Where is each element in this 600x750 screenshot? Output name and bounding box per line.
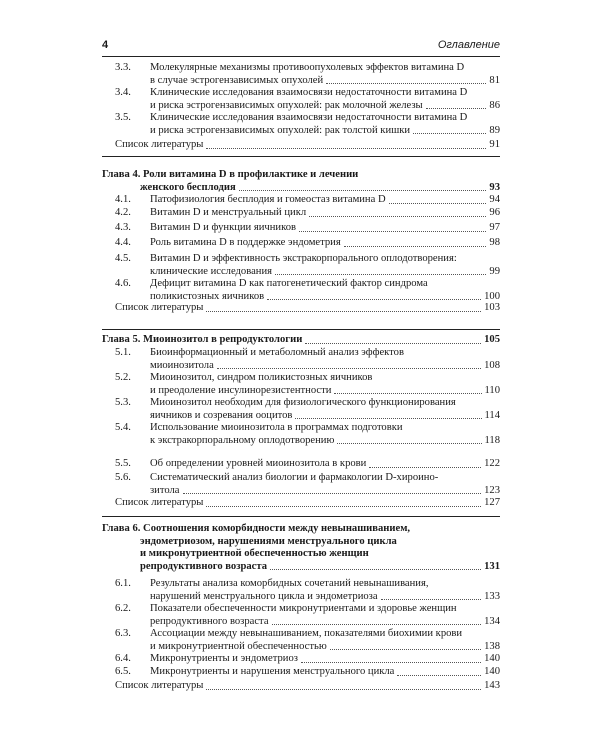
entry-title: Использование миоинозитола в программах подготовки [150,422,403,433]
dot-leader [413,125,486,135]
toc-line [102,112,500,125]
toc-line [102,536,500,549]
section-number: 4.3. [115,222,131,233]
toc-line [102,548,500,561]
entry-title: Патофизиология бесплодия и гомеостаз витамина D [150,194,386,205]
toc-section-entry[interactable] [102,422,500,447]
dot-leader [326,75,486,85]
entry-title: Витамин D и эффективность экстракорпорального оплодотворения: [150,253,457,264]
section-number: 5.5. [115,458,131,469]
toc-line [102,194,500,207]
toc-line [102,169,500,182]
toc-section-entry[interactable] [102,372,500,397]
entry-title: Витамин D и функции яичников [150,222,296,233]
section-number: 5.2. [115,372,131,383]
dot-leader [217,360,481,370]
entry-title: эндометриозом, нарушениями менструального цикла [140,535,397,547]
toc-line [102,458,500,471]
entry-title: Микронутриенты и нарушения менструального цикла [150,666,395,677]
toc-line [102,497,500,510]
section-number: 6.5. [115,666,131,677]
toc-line [102,62,500,75]
page-ref: 108 [484,359,500,371]
page-ref: 100 [484,290,500,302]
entry-title: яичников и созревания ооцитов [150,409,293,421]
toc-leader-line [150,194,500,207]
toc-leader-line [115,497,500,510]
toc-section-entry[interactable] [102,87,500,112]
page-ref: 91 [489,139,500,150]
toc-references-entry[interactable] [102,139,500,152]
dot-leader [334,385,481,395]
page-ref: 81 [489,74,500,86]
dot-leader [305,334,481,344]
running-title: Оглавление [437,39,500,51]
toc-leader-line [150,410,500,423]
dot-leader [272,616,482,626]
section-number: 5.1. [115,347,131,358]
entry-title: поликистозных яичников [150,290,265,302]
toc-line [102,182,500,195]
chapter-divider [102,156,500,157]
dot-leader [275,266,486,276]
toc-line [102,485,500,498]
dot-leader [206,139,486,149]
dot-leader [267,291,481,301]
page-ref: 122 [484,458,500,469]
toc-line [102,87,500,100]
entry-title: к экстракорпоральному оплодотворению [150,434,335,446]
toc-section-entry[interactable] [102,397,500,422]
entry-title: зитола [150,484,180,496]
entry-title: Об определении уровней миоинозитола в крови [150,458,367,469]
toc-line [102,360,500,373]
dot-leader [381,591,482,601]
entry-title: репродуктивного возраста [150,615,269,627]
dot-leader [183,485,482,495]
entry-title: клинические исследования [150,265,272,277]
page-ref: 143 [484,680,500,691]
toc-line [102,561,500,574]
entry-title: и микронутриентной обеспеченностью женщин [140,548,369,559]
toc-references-entry[interactable] [102,680,500,693]
entry-title: Список литературы [115,497,204,508]
toc-leader-line [150,266,500,279]
toc-line [102,628,500,641]
section-number: 3.4. [115,87,131,98]
entry-title: Глава 5. Миоинозитол в репродуктологии [102,334,303,345]
toc-line [102,641,500,654]
section-number: 6.3. [115,628,131,639]
toc-line [102,125,500,138]
entry-title: в случае эстрогензависимых опухолей [150,74,324,86]
entry-title: Миоинозитол необходим для физиологического функционирования [150,397,456,408]
page-ref: 89 [489,124,500,136]
toc-leader-line [150,666,500,679]
page-ref: 99 [489,265,500,277]
dot-leader [330,641,481,651]
page-ref: 93 [489,181,500,193]
page-ref: 138 [484,640,500,652]
section-number: 6.2. [115,603,131,614]
toc-section-entry[interactable] [102,62,500,87]
dot-leader [426,100,487,110]
toc-leader-line [102,334,500,347]
toc-leader-line [150,485,500,498]
page-ref: 134 [484,615,500,627]
entry-title: Глава 4. Роли витамина D в профилактике и лечении [102,169,359,180]
chapter-divider [102,329,500,330]
toc-section-entry[interactable] [102,253,500,278]
toc-section-entry[interactable] [102,472,500,497]
toc-line [102,334,500,347]
entry-title: Клинические исследования взаимосвязи недостаточности витамина D [150,112,468,123]
toc-section-entry[interactable] [102,347,500,372]
toc-leader-line [115,680,500,693]
toc-chapter-entry[interactable] [102,334,500,347]
toc-references-entry[interactable] [102,302,500,315]
dot-leader [389,194,487,204]
page-ref: 127 [484,497,500,508]
section-number: 5.3. [115,397,131,408]
running-header [102,39,500,55]
toc-leader-line [115,139,500,152]
toc-section-entry[interactable] [102,578,500,603]
toc-leader-line [150,237,500,250]
toc-line [102,207,500,220]
section-number: 5.4. [115,422,131,433]
toc-leader-line [150,360,500,373]
toc-section-entry[interactable] [102,628,500,653]
entry-title: репродуктивного возраста [140,560,267,572]
toc-leader-line [150,125,500,138]
page-ref: 103 [484,302,500,313]
toc-leader-line [150,591,500,604]
entry-title: и риска эстрогензависимых опухолей: рак толстой кишки [150,124,411,136]
entry-title: и риска эстрогензависимых опухолей: рак молочной железы [150,99,423,111]
toc-leader-line [150,458,500,471]
entry-title: Клинические исследования взаимосвязи недостаточности витамина D [150,87,468,98]
page-ref: 140 [484,653,500,664]
toc-line [102,603,500,616]
toc-line [102,237,500,250]
toc-section-entry[interactable] [102,207,500,220]
toc-line [102,372,500,385]
entry-title: Ассоциации между невынашиванием, показателями биохимии крови [150,628,463,639]
toc-leader-line [150,385,500,398]
page-ref: 123 [484,484,500,496]
section-number: 4.2. [115,207,131,218]
entry-title: и преодоление инсулинорезистентности [150,384,332,396]
toc-section-entry[interactable] [102,237,500,250]
dot-leader [206,680,481,690]
entry-title: Миоинозитол, синдром поликистозных яичников [150,372,373,383]
toc-line [102,222,500,235]
toc-line [102,75,500,88]
toc-chapter-entry[interactable] [102,523,500,573]
dot-leader [344,237,487,247]
toc-line [102,397,500,410]
dot-leader [309,207,486,217]
toc-line [102,253,500,266]
toc-section-entry[interactable] [102,666,500,679]
dot-leader [206,497,481,507]
entry-title: Дефицит витамина D как патогенетический фактор синдрома [150,278,428,289]
page-ref: 97 [489,222,500,233]
entry-title: нарушений менструального цикла и эндометриоза [150,590,378,602]
toc-line [102,139,500,152]
toc-leader-line [150,641,500,654]
toc-line [102,472,500,485]
page-ref: 118 [484,434,500,446]
toc-line [102,616,500,629]
toc-leader-line [150,75,500,88]
entry-title: Глава 6. Соотношения коморбидности между невынашиванием, [102,523,411,534]
toc-line [102,591,500,604]
dot-leader [239,182,487,192]
toc-line [102,653,500,666]
entry-title: Список литературы [115,680,204,691]
toc-section-entry[interactable] [102,458,500,471]
toc-section-entry[interactable] [102,194,500,207]
dot-leader [295,410,481,420]
section-number: 5.6. [115,472,131,483]
section-number: 4.1. [115,194,131,205]
toc-line [102,435,500,448]
entry-title: миоинозитола [150,359,214,371]
header-rule [102,56,500,57]
toc-line [102,666,500,679]
section-number: 4.6. [115,278,131,289]
toc-leader-line [140,561,500,574]
toc-leader-line [150,616,500,629]
entry-title: Список литературы [115,302,204,313]
chapter-divider [102,516,500,517]
toc-leader-line [150,653,500,666]
toc-line [102,302,500,315]
entry-title: Витамин D и менструальный цикл [150,207,307,218]
toc-leader-line [150,100,500,113]
toc-section-entry[interactable] [102,603,500,628]
toc-line [102,680,500,693]
toc-leader-line [150,435,500,448]
section-number: 6.1. [115,578,131,589]
entry-title: Список литературы [115,139,204,150]
toc-line [102,266,500,279]
entry-title: Молекулярные механизмы противоопухолевых эффектов витамина D [150,62,465,73]
toc-line [102,523,500,536]
toc-line [102,422,500,435]
toc-line [102,100,500,113]
entry-title: Роль витамина D в поддержке эндометрия [150,237,341,248]
page-ref: 110 [484,384,500,396]
entry-title: Биоинформационный и метаболомный анализ эффектов [150,347,404,358]
toc-references-entry[interactable] [102,497,500,510]
page-ref: 114 [484,409,500,421]
toc-section-entry[interactable] [102,112,500,137]
page-ref: 96 [489,207,500,218]
toc-line [102,278,500,291]
page-ref: 105 [484,334,500,345]
page-ref: 98 [489,237,500,248]
section-number: 4.4. [115,237,131,248]
toc-line [102,410,500,423]
entry-title: и микронутриентной обеспеченностью [150,640,327,652]
dot-leader [206,302,481,312]
toc-leader-line [150,222,500,235]
section-number: 6.4. [115,653,131,664]
entry-title: Микронутриенты и эндометриоз [150,653,298,664]
toc-leader-line [140,182,500,195]
page-ref: 94 [489,194,500,205]
entry-title: женского бесплодия [140,181,236,193]
entry-title: Систематический анализ биологии и фармакологии D-хироино- [150,472,439,483]
toc-section-entry[interactable] [102,653,500,666]
page-ref: 86 [489,99,500,111]
page-number: 4 [102,39,109,51]
entry-title: Показатели обеспеченности микронутриентами и здоровье женщин [150,603,457,614]
section-number: 3.3. [115,62,131,73]
section-number: 4.5. [115,253,131,264]
page-ref: 133 [484,590,500,602]
dot-leader [337,435,481,445]
toc-leader-line [115,302,500,315]
dot-leader [270,561,481,571]
entry-title: Результаты анализа коморбидных сочетаний невынашивания, [150,578,429,589]
dot-leader [301,653,481,663]
toc-section-entry[interactable] [102,222,500,235]
section-number: 3.5. [115,112,131,123]
toc-leader-line [150,207,500,220]
dot-leader [369,458,481,468]
dot-leader [299,222,486,232]
toc-chapter-entry[interactable] [102,169,500,194]
toc-line [102,578,500,591]
page-ref: 140 [484,666,500,677]
toc-line [102,385,500,398]
dot-leader [397,666,481,676]
toc-line [102,347,500,360]
toc-section-entry[interactable] [102,278,500,303]
page-ref: 131 [484,560,500,572]
